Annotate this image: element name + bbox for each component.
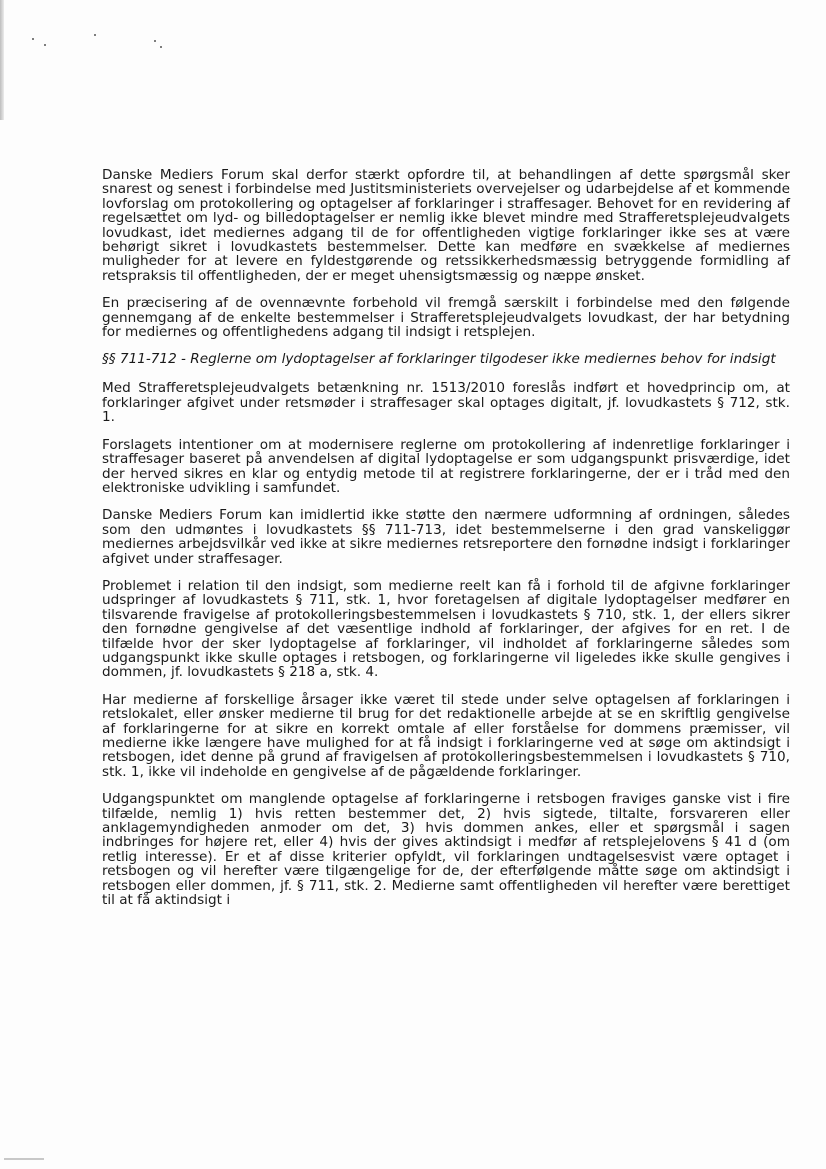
paragraph: Danske Mediers Forum skal derfor stærkt opfordre til, at behandlingen af dette spørgsmål sker snarest og senest i forbindelse med Justitsministeriets overvejelser og udarbejdelse af et kommende lovforslag om protokollering og optagelser af forklaringer i straffesager. Behovet for en revidering af regelsættet om lyd- og billedoptagelser er nemlig ikke blevet mindre med Strafferetsplejeudvalgets lovudkast, idet mediernes adgang til de for offentligheden vigtige forklaringer ikke ses at være behørigt sikret i lovudkastets bestemmelser. Dette kan medføre en svækkelse af mediernes muligheder for at levere en fyldestgørende og retssikkerhedsmæssig betryggende formidling af retspraksis til offentligheden, der er meget uhensigtsmæssig og næppe ønsket. <box>102 167 790 284</box>
scan-specks <box>30 32 180 52</box>
paragraph: Med Strafferetsplejeudvalgets betænkning nr. 1513/2010 foreslås indført et hovedprincip om, at forklaringer afgivet under retsmøder i straffesager skal optages digitalt, jf. lovudkastets § 712, stk. 1. <box>102 380 790 426</box>
paragraph: Forslagets intentioner om at modernisere reglerne om protokollering af indenretlige forklaringer i straffesager baseret på anvendelsen af digital lydoptagelse er som udgangspunkt prisværdige, idet der herved sikres en klar og entydig metode til at registrere forklaringerne, der er i tråd med den elektroniske udvikling i samfundet. <box>102 436 790 496</box>
document-body <box>102 168 790 920</box>
section-heading: §§ 711-712 - Reglerne om lydoptagelser af forklaringer tilgodeser ikke mediernes behov for indsigt <box>102 351 776 368</box>
paragraph: Problemet i relation til den indsigt, som medierne reelt kan få i forhold til de afgivne forklaringer udspringer af lovudkastets § 711, stk. 1, hvor foretagelsen af digitale lydoptagelser medfører en tilsvarende fravigelse af protokolleringsbestemmelsen i lovudkastets § 710, stk. 1, der ellers sikrer den fornødne gengivelse af det væsentlige indhold af forklaringer, der afgives for en ret. I de tilfælde hvor der sker lydoptagelse af forklaringer, vil indholdet af forklaringerne således som udgangspunkt ikke skulle optages i retsbogen, og forklaringerne vil ligeledes ikke skulle gengives i dommen, jf. lovudkastets § 218 a, stk. 4. <box>102 577 790 681</box>
paragraph: En præcisering af de ovennævnte forbehold vil fremgå særskilt i forbindelse med den følgende gennemgang af de enkelte bestemmelser i Strafferetsplejeudvalgets lovudkast, der har betydning for mediernes og offentlighedens adgang til indsigt i retsplejen. <box>102 295 790 341</box>
paragraph: Udgangspunktet om manglende optagelse af forklaringerne i retsbogen fraviges ganske vist i fire tilfælde, nemlig 1) hvis retten bestemmer det, 2) hvis sigtede, tiltalte, forsvareren eller anklagemyndigheden anmoder om det, 3) hvis dommen ankes, eller et spørgsmål i sagen indbringes for højere ret, eller 4) hvis der gives aktindsigt i medfør af retsplejelovens § 41 d (om retlig interesse). Er et af disse kriterier opfyldt, vil forklaringen undtagelsesvist være optaget i retsbogen og vil herefter være tilgængelige for de, der efterfølgende måtte søge om aktindsigt i retsbogen eller dommen, jf. § 711, stk. 2. Medierne samt offentligheden vil herefter være berettiget til at få aktindsigt i <box>102 791 790 909</box>
scan-edge-shadow <box>0 0 4 120</box>
scan-bottom-mark <box>4 1158 44 1160</box>
paragraph: Danske Mediers Forum kan imidlertid ikke støtte den nærmere udformning af ordningen, således som den udmøntes i lovudkastets §§ 711-713, idet bestemmelserne i den grad vanskeliggør mediernes arbejdsvilkår ved ikke at sikre mediernes retsreportere den fornødne indsigt i forklaringer afgivet under straffesager. <box>102 507 790 567</box>
paragraph: Har medierne af forskellige årsager ikke været til stede under selve optagelsen af forklaringen i retslokalet, eller ønsker medierne til brug for det redaktionelle arbejde at se en skriftlig gengivelse af forklaringerne for at sikre en korrekt omtale af eller forståelse for dommens præmisser, vil medierne ikke længere have mulighed for at få indsigt i forklaringerne ved at søge om aktindsigt i retsbogen, idet denne på grund af fravigelsen af protokolleringsbestemmelsen i lovudkastets § 710, stk. 1, ikke vil indeholde en gengivelse af de pågældende forklaringer. <box>102 691 790 780</box>
